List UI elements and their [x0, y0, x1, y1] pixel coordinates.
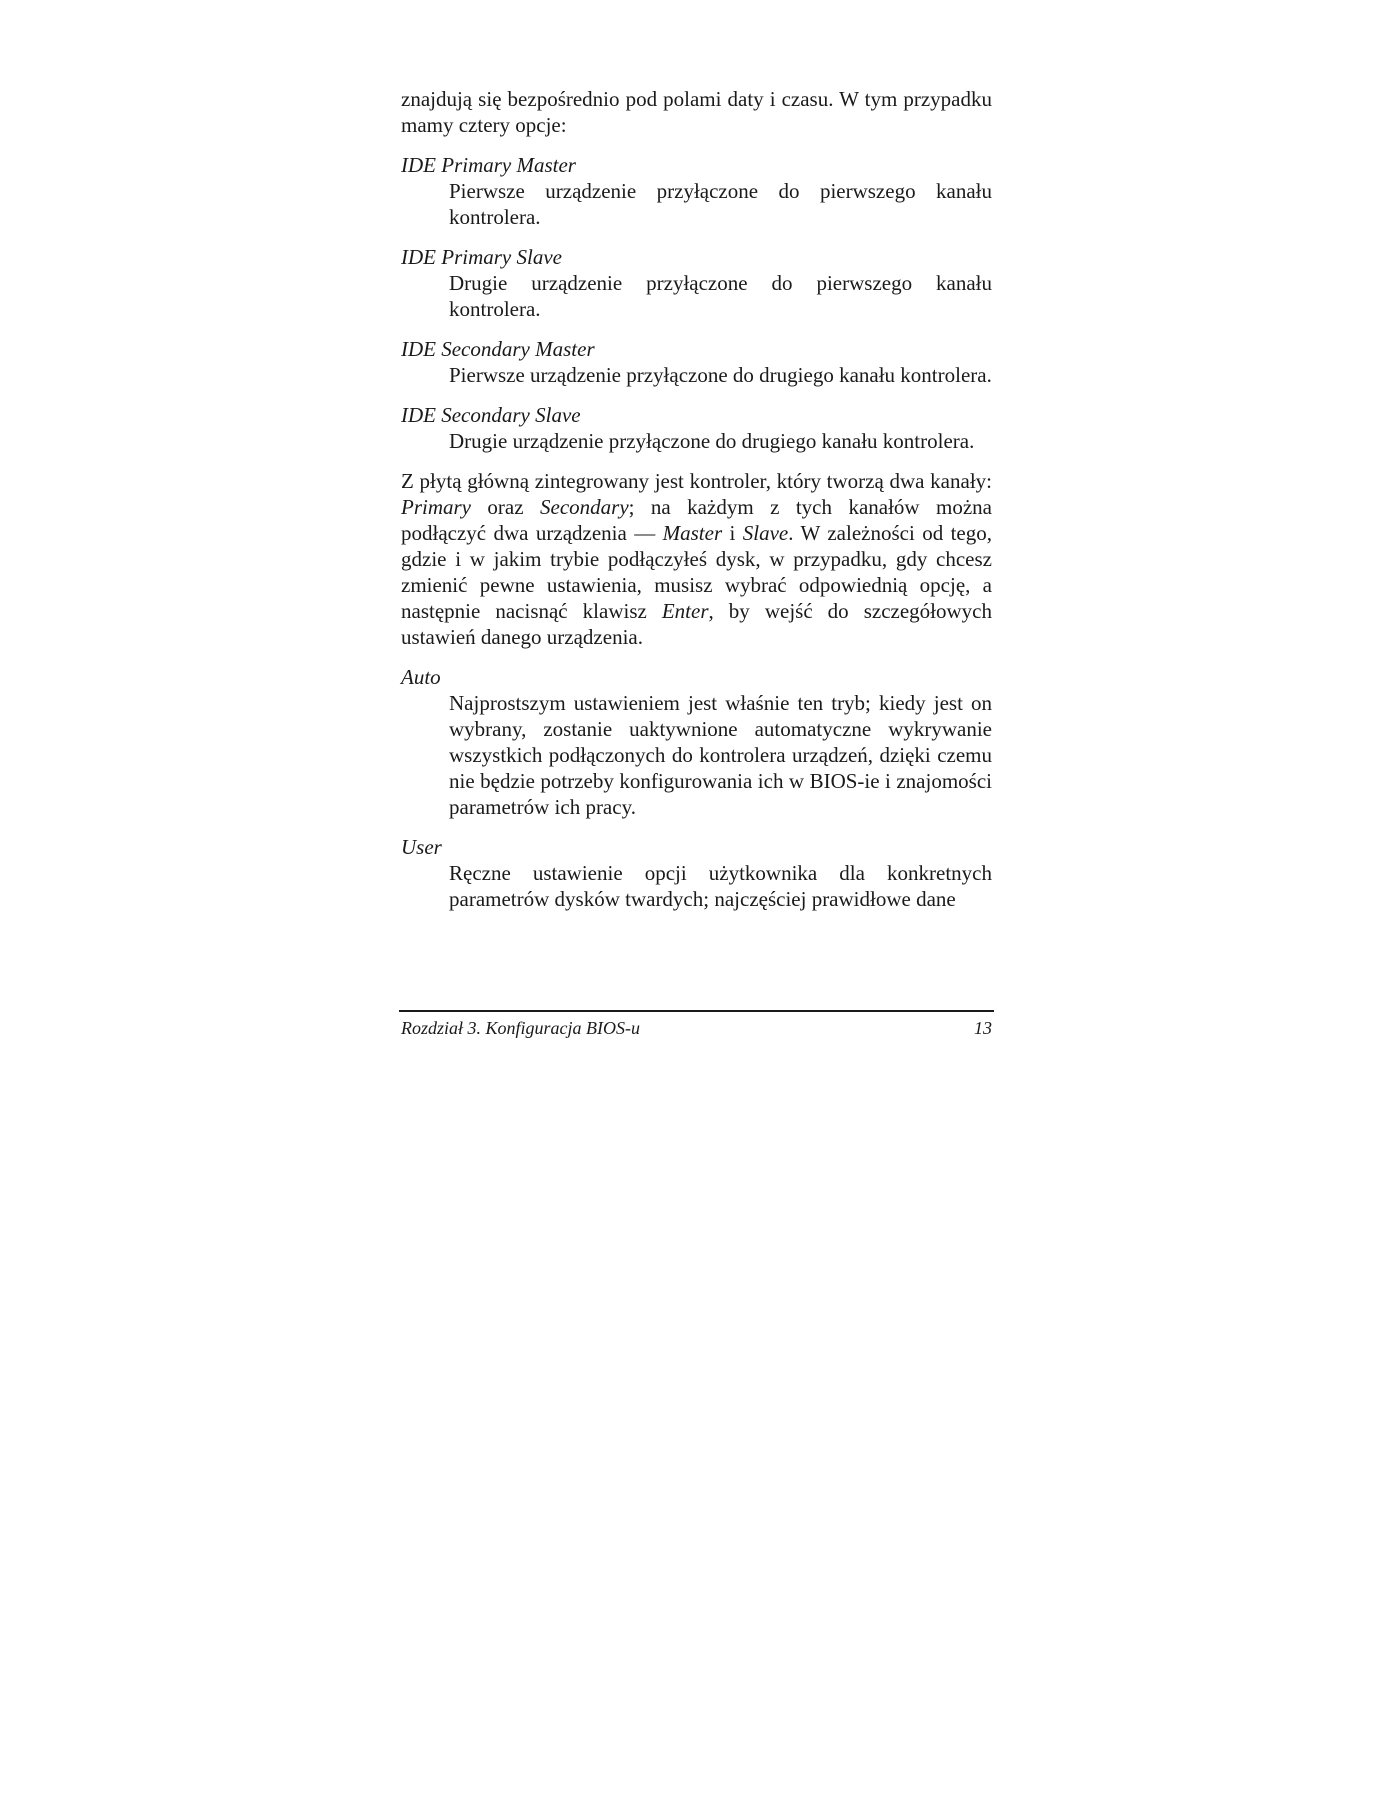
- mode-description: Ręczne ustawienie opcji użytkownika dla konkretnych parametrów dysków twardych; najczęściej prawidłowe dane: [449, 861, 992, 911]
- emphasis: Slave: [742, 521, 789, 545]
- text-run: ; na każdym z tych kanałów można podłączyć dwa urządzenia —: [401, 495, 992, 545]
- emphasis: Master: [662, 521, 723, 545]
- drive-list: [401, 152, 992, 454]
- body-paragraph: [401, 468, 992, 650]
- drive-term: IDE Secondary Master: [401, 337, 595, 361]
- mode-term: User: [401, 835, 442, 859]
- text-run: , by wejść do szczegółowych ustawień danego urządzenia.: [401, 599, 992, 649]
- page-footer: [401, 1018, 992, 1039]
- text-run: Z płytą główną zintegrowany jest kontroler, który tworzą dwa kanały:: [401, 469, 992, 493]
- drive-description: Pierwsze urządzenie przyłączone do pierwszego kanału kontrolera.: [449, 179, 992, 229]
- drive-term: IDE Primary Master: [401, 153, 576, 177]
- text-run: . W zależności od tego, gdzie i w jakim trybie podłączyłeś dysk, w przypadku, gdy chcesz zmienić pewne ustawienia, musisz wybrać odpowiednią opcję, a następnie nacisnąć klawisz: [401, 521, 992, 623]
- text-run: i: [722, 521, 743, 545]
- chapter-title: Rozdział 3. Konfiguracja BIOS-u: [401, 1018, 640, 1038]
- intro-paragraph: znajdują się bezpośrednio pod polami daty i czasu. W tym przypadku mamy cztery opcje:: [401, 87, 992, 137]
- mode-description: Najprostszym ustawieniem jest właśnie ten tryb; kiedy jest on wybrany, zostanie uaktywnione automatyczne wykrywanie wszystkich podłączonych do kontrolera urządzeń, dzięki czemu nie będzie potrzeby konfigurowania ich w BIOS-ie i znajomości parametrów ich pracy.: [449, 691, 992, 819]
- page-text: [401, 86, 992, 926]
- mode-list: [401, 664, 992, 912]
- drive-term: IDE Primary Slave: [401, 245, 562, 269]
- emphasis: Secondary: [540, 495, 629, 519]
- emphasis: Primary: [401, 495, 471, 519]
- page-number: 13: [974, 1018, 992, 1038]
- drive-description: Drugie urządzenie przyłączone do pierwszego kanału kontrolera.: [449, 271, 992, 321]
- drive-term: IDE Secondary Slave: [401, 403, 581, 427]
- footer-rule: [399, 1010, 994, 1012]
- mode-term: Auto: [401, 665, 441, 689]
- drive-description: Drugie urządzenie przyłączone do drugiego kanału kontrolera.: [449, 429, 975, 453]
- text-run: oraz: [471, 495, 541, 519]
- drive-description: Pierwsze urządzenie przyłączone do drugiego kanału kontrolera.: [449, 363, 992, 387]
- emphasis: Enter: [661, 599, 709, 623]
